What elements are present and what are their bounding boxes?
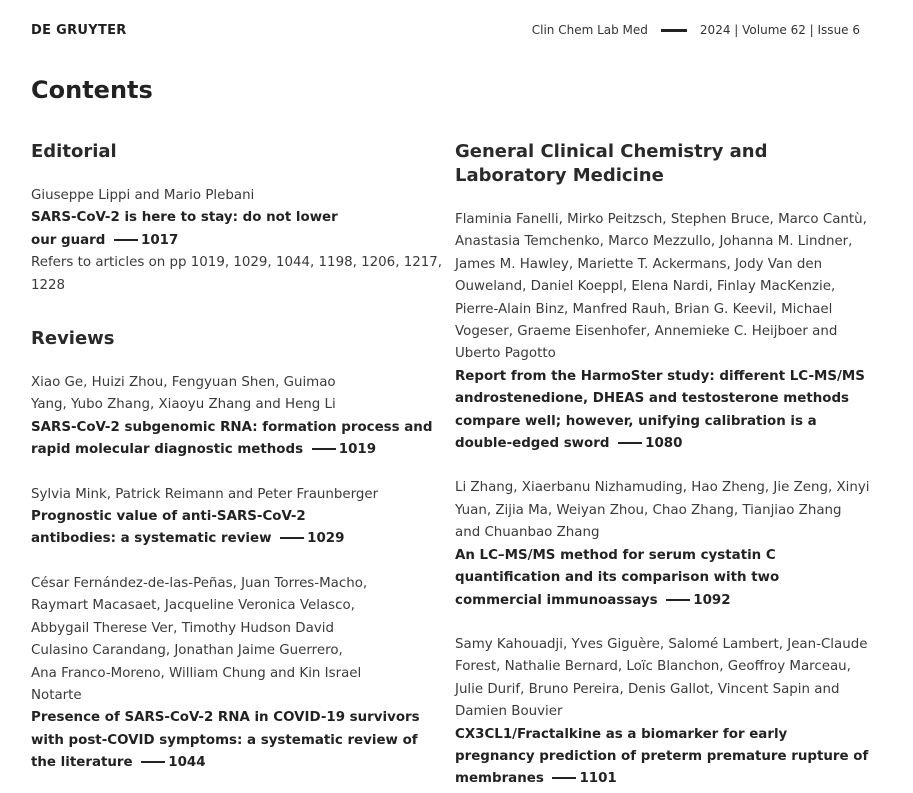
entry-title: An LC–MS/MS method for serum cystatin C quantification and its comparison with two commercial immunoassays xyxy=(455,547,780,608)
section-title: Reviews xyxy=(31,328,115,350)
entry-authors: Samy Kahouadji, Yves Giguère, Salomé Lambert, Jean-Claude Forest, Nathalie Bernard, Loïc Blanchon, Geoffroy Marceau, Julie Durif, Bruno Pereira, Denis Gallot, Vincent Sapin and Damien Bouvier xyxy=(455,636,868,720)
entry-page xyxy=(662,593,730,608)
dash-rule xyxy=(114,239,138,241)
section-editorial xyxy=(31,140,451,297)
entry-title-link[interactable] xyxy=(455,545,870,612)
dash-rule xyxy=(618,442,642,444)
left-column xyxy=(31,140,451,775)
page-number: 1044 xyxy=(168,755,206,771)
section-title: Editorial xyxy=(31,141,117,162)
toc-entry xyxy=(455,209,870,455)
entry-authors: Xiao Ge, Huizi Zhou, Fengyuan Shen, Guimao Yang, Yubo Zhang, Xiaoyu Zhang and Heng Li xyxy=(31,375,336,413)
entry-title: Report from the HarmoSter study: different LC-MS/MS androstenedione, DHEAS and testosterone methods compare well; however, unifying calibration is a double-edged sword xyxy=(455,368,865,452)
entry-title: SARS-CoV-2 subgenomic RNA: formation process and rapid molecular diagnostic methods xyxy=(31,419,433,458)
page-title: Contents xyxy=(31,76,153,104)
section-title: General Clinical Chemistry and Laboratory Medicine xyxy=(455,141,768,186)
entry-title-link[interactable] xyxy=(455,366,870,456)
entry-title-link[interactable] xyxy=(31,707,431,774)
toc-entry xyxy=(31,372,451,462)
right-column xyxy=(455,140,870,791)
dash-rule xyxy=(552,777,576,779)
publisher-logo: DE GRUYTER xyxy=(31,23,127,38)
page-number: 1029 xyxy=(307,531,345,547)
entry-authors: César Fernández-de-las-Peñas, Juan Torres-Macho, Raymart Macasaet, Jacqueline Veronica Velasco, Abbygail Therese Ver, Timothy Hudson David Culasino Carandang, Jonathan Jaime Guerrero, Ana Franco-Moreno, William Chung and Kin Israel Notarte xyxy=(31,575,368,703)
page-number: 1101 xyxy=(579,771,617,787)
toc-entry xyxy=(31,185,451,297)
entry-title-link[interactable] xyxy=(31,207,351,252)
entry-page xyxy=(137,755,205,770)
toc-entry xyxy=(31,573,451,775)
entry-authors: Flaminia Fanelli, Mirko Peitzsch, Stephen Bruce, Marco Cantù, Anastasia Temchenko, Marco Mezzullo, Johanna M. Lindner, James M. Hawley, Mariette T. Ackermans, Jody Van den Ouweland, Daniel Koeppl, Elena Nardi, Finlay MacKenzie, Pierre-Alain Binz, Manfred Rauh, Brian G. Keevil, Michael Vogeser, Graeme Eisenhofer, Annemieke C. Heijboer and Uberto Pagotto xyxy=(455,212,867,362)
section-reviews xyxy=(31,327,451,775)
entry-page xyxy=(614,436,682,451)
dash-rule xyxy=(666,599,690,601)
dash-rule xyxy=(141,761,165,763)
entry-title-link[interactable] xyxy=(31,506,391,551)
page-number: 1017 xyxy=(141,232,179,248)
toc-entry xyxy=(455,634,870,791)
entry-authors: Giuseppe Lippi and Mario Plebani xyxy=(31,188,255,203)
entry-title: Presence of SARS-CoV-2 RNA in COVID-19 survivors with post-COVID symptoms: a systematic review of the literature xyxy=(31,710,420,771)
issue-info: 2024 | Volume 62 | Issue 6 xyxy=(699,23,860,37)
entry-authors: Sylvia Mink, Patrick Reimann and Peter Fraunberger xyxy=(31,486,379,502)
dash-rule xyxy=(312,448,336,450)
entry-page xyxy=(276,531,344,546)
page-number: 1080 xyxy=(645,436,683,452)
journal-name: Clin Chem Lab Med xyxy=(531,23,648,37)
journal-header xyxy=(532,23,860,37)
toc-entry xyxy=(455,477,870,611)
entry-title: CX3CL1/Fractalkine as a biomarker for early pregnancy prediction of preterm premature rupture of membranes xyxy=(455,726,869,787)
toc-entry xyxy=(31,484,451,551)
entry-page xyxy=(110,233,178,248)
entry-page xyxy=(308,442,376,457)
entry-title-link[interactable] xyxy=(31,417,451,462)
entry-title: Prognostic value of anti-SARS-CoV-2 antibodies: a systematic review xyxy=(31,509,306,547)
entry-authors: Li Zhang, Xiaerbanu Nizhamuding, Hao Zheng, Jie Zeng, Xinyi Yuan, Zijia Ma, Weiyan Zhou, Chao Zhang, Tianjiao Zhang and Chuanbao Zhang xyxy=(455,480,870,541)
header-divider xyxy=(661,29,687,32)
entry-title: SARS-CoV-2 is here to stay: do not lower our guard xyxy=(31,210,338,248)
entry-page xyxy=(548,771,616,786)
page-number: 1019 xyxy=(338,442,377,458)
entry-title-link[interactable] xyxy=(455,724,870,791)
dash-rule xyxy=(280,537,304,539)
page-number: 1092 xyxy=(693,592,731,608)
section-general-clinical-chemistry xyxy=(455,140,870,791)
entry-refers: Refers to articles on pp 1019, 1029, 1044, 1198, 1206, 1217, 1228 xyxy=(31,255,443,293)
